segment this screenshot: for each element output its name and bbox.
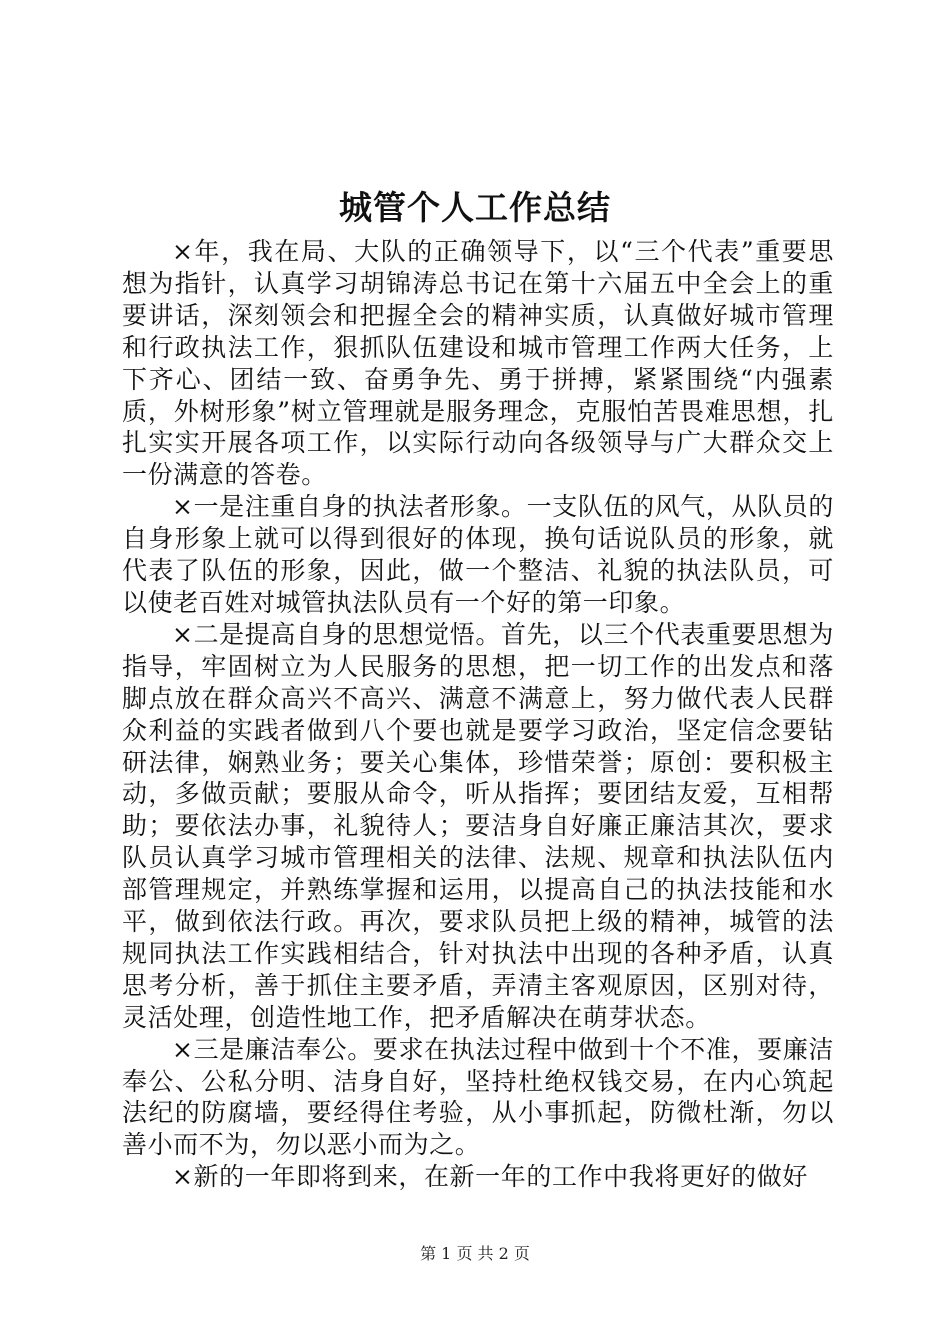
paragraph-integrity: ×三是廉洁奉公。要求在执法过程中做到十个不准，要廉洁奉公、公私分明、洁身自好，坚持杜绝权钱交易，在内心筑起法纪的防腐墙，要经得住考验，从小事抓起，防微杜渐，勿以善小而不为，勿以恶小而为之。	[122, 1034, 834, 1160]
document-body	[122, 236, 834, 1193]
page-number-footer: 第 1 页 共 2 页	[420, 1244, 530, 1263]
paragraph-intro: ×年，我在局、大队的正确领导下，以“三个代表”重要思想为指针，认真学习胡锦涛总书记在第十六届五中全会上的重要讲话，深刻领会和把握全会的精神实质，认真做好城市管理和行政执法工作，狠抓队伍建设和城市管理工作两大任务，上下齐心、团结一致、奋勇争先、勇于拼搏，紧紧围绕“内强素质，外树形象”树立管理就是服务理念，克服怕苦畏难思想，扎扎实实开展各项工作，以实际行动向各级领导与广大群众交上一份满意的答卷。	[122, 237, 834, 490]
paragraph-image: ×一是注重自身的执法者形象。一支队伍的风气，从队员的自身形象上就可以得到很好的体现，换句话说队员的形象，就代表了队伍的形象，因此，做一个整洁、礼貌的执法队员，可以使老百姓对城管执法队员有一个好的第一印象。	[122, 492, 834, 617]
paragraph-ideology: ×二是提高自身的思想觉悟。首先，以三个代表重要思想为指导，牢固树立为人民服务的思想，把一切工作的出发点和落脚点放在群众高兴不高兴、满意不满意上，努力做代表人民群众利益的实践者做到八个要也就是要学习政治，坚定信念要钻研法律，娴熟业务；要关心集体，珍惜荣誉；原创：要积极主动，多做贡献；要服从命令，听从指挥；要团结友爱，互相帮助；要依法办事，礼貌待人；要洁身自好廉正廉洁其次，要求队员认真学习城市管理相关的法律、法规、规章和执法队伍内部管理规定，并熟练掌握和运用，以提高自己的执法技能和水平，做到依法行政。再次，要求队员把上级的精神，城管的法规同执法工作实践相结合，针对执法中出现的各种矛盾，认真思考分析，善于抓住主要矛盾，弄清主客观原因，区别对待，灵活处理，创造性地工作，把矛盾解决在萌芽状态。	[122, 619, 834, 1032]
paragraph-new-year: ×新的一年即将到来，在新一年的工作中我将更好的做好	[172, 1162, 808, 1192]
document-title: 城管个人工作总结	[339, 188, 611, 227]
